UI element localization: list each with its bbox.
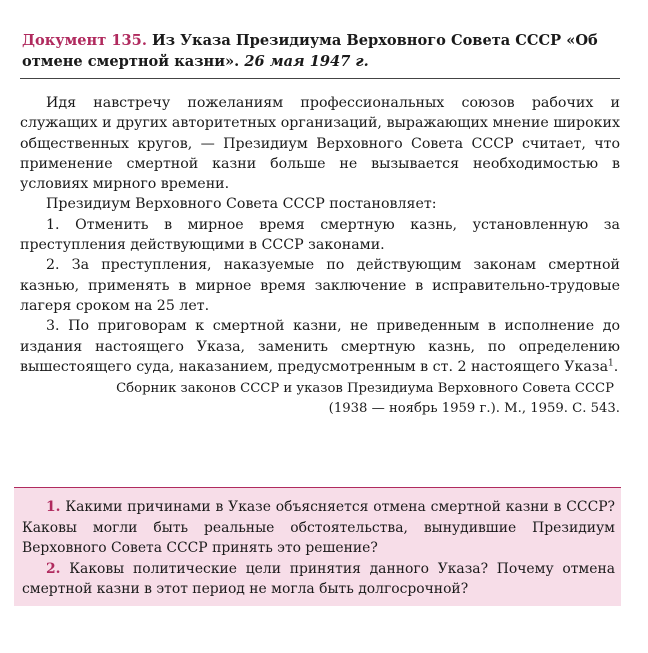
question-2 bbox=[22, 559, 615, 600]
document-heading bbox=[20, 30, 620, 72]
paragraph-item-3-end: . bbox=[613, 358, 619, 375]
document-date: 26 мая 1947 г. bbox=[244, 53, 369, 70]
source-line-2: (1938 — ноябрь 1959 г.). М., 1959. С. 543. bbox=[328, 401, 620, 417]
question-text: Каковы политические цели принятия данного Указа? Почему отмена смертной казни в этот период не могла быть долгосрочной? bbox=[22, 560, 615, 597]
heading-divider bbox=[20, 78, 620, 79]
question-number: 1. bbox=[46, 499, 61, 515]
source-citation bbox=[20, 379, 620, 419]
paragraph-resolves: Президиум Верховного Совета СССР постановляет: bbox=[46, 196, 437, 213]
question-number: 2. bbox=[46, 560, 61, 577]
paragraph-item-3-text: 3. По приговорам к смертной казни, не приведенным в исполнение до издания настоящего Указа, заменить смертную казнь, по определению вышестоящего суда, наказанием, предусмотренным в ст. 2 настоящего Указа bbox=[20, 318, 620, 375]
paragraph-item-2: 2. За преступления, наказуемые по действующим законам смертной казнью, применять в мирное время заключение в исправительно-трудовые лагеря сроком на 25 лет. bbox=[20, 257, 620, 314]
question-text: Какими причинами в Указе объясняется отмена смертной казни в СССР? Каковы могли быть реальные обстоятельства, вынудившие Президиум Верховного Совета СССР принять это решение? bbox=[22, 499, 615, 556]
footnote-mark: 1 bbox=[608, 358, 614, 369]
document-label: Документ 135. bbox=[22, 32, 147, 49]
questions-box bbox=[14, 487, 621, 606]
document-title: Из Указа Президиума Верховного Совета СССР «Об отмене смертной казни». bbox=[22, 32, 598, 70]
source-line-1: Сборник законов СССР и указов Президиума Верховного Совета СССР bbox=[116, 381, 614, 397]
decree-text bbox=[20, 93, 620, 377]
paragraph-item-1: 1. Отменить в мирное время смертную казнь, установленную за преступления действующими в СССР законами. bbox=[20, 216, 620, 254]
question-1 bbox=[22, 497, 615, 559]
document-page bbox=[20, 30, 620, 419]
paragraph-preamble: Идя навстречу пожеланиям профессиональных союзов рабочих и служащих и других авторитетных организаций, выражающих мнение широких общественных кругов, — Президиум Верховного Совета СССР считает, что применение смертной казни больше не вызывается необходимостью в условиях мирного времени. bbox=[20, 95, 620, 193]
paragraph-item-3 bbox=[20, 316, 620, 377]
